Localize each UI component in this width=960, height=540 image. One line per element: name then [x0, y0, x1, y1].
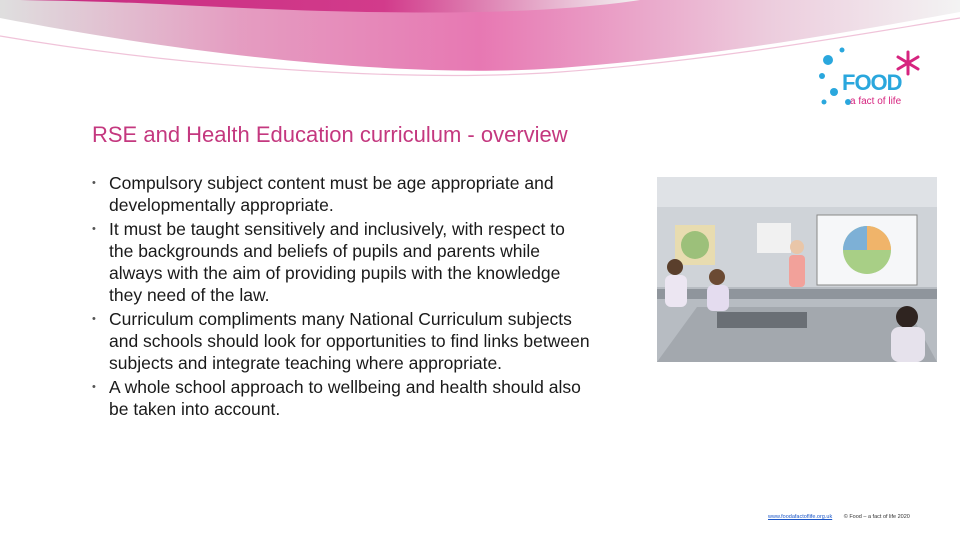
bullet-text: It must be taught sensitively and inclusively, with respect to the backgrounds and beliefs of pupils and parents while always with the aim of providing pupils with the knowledge they need of the law.	[109, 219, 565, 305]
bullet-text: A whole school approach to wellbeing and health should also be taken into account.	[109, 377, 581, 419]
bullet-item	[92, 172, 592, 216]
food-a-fact-of-life-logo	[812, 44, 932, 122]
logo-tagline: a fact of life	[850, 96, 902, 107]
bullet-marker: •	[92, 381, 96, 393]
bullet-text: Compulsory subject content must be age appropriate and developmentally appropriate.	[109, 173, 554, 215]
bullet-item	[92, 218, 592, 306]
website-link[interactable]: www.foodafactoflife.org.uk	[768, 514, 833, 520]
slide-title: RSE and Health Education curriculum - overview	[92, 122, 568, 147]
bullet-item	[92, 308, 592, 374]
logo-word: FOOD	[842, 70, 902, 95]
bullet-list	[92, 172, 592, 422]
bullet-marker: •	[92, 177, 96, 189]
bullet-text: Curriculum compliments many National Curriculum subjects and schools should look for opportunities to find links between subjects and integrate teaching where appropriate.	[109, 309, 590, 373]
copyright-text: © Food – a fact of life 2020	[843, 514, 910, 520]
footer	[768, 514, 910, 520]
classroom-photo	[657, 177, 937, 362]
bullet-marker: •	[92, 223, 96, 235]
bullet-item	[92, 376, 592, 420]
bullet-marker: •	[92, 313, 96, 325]
